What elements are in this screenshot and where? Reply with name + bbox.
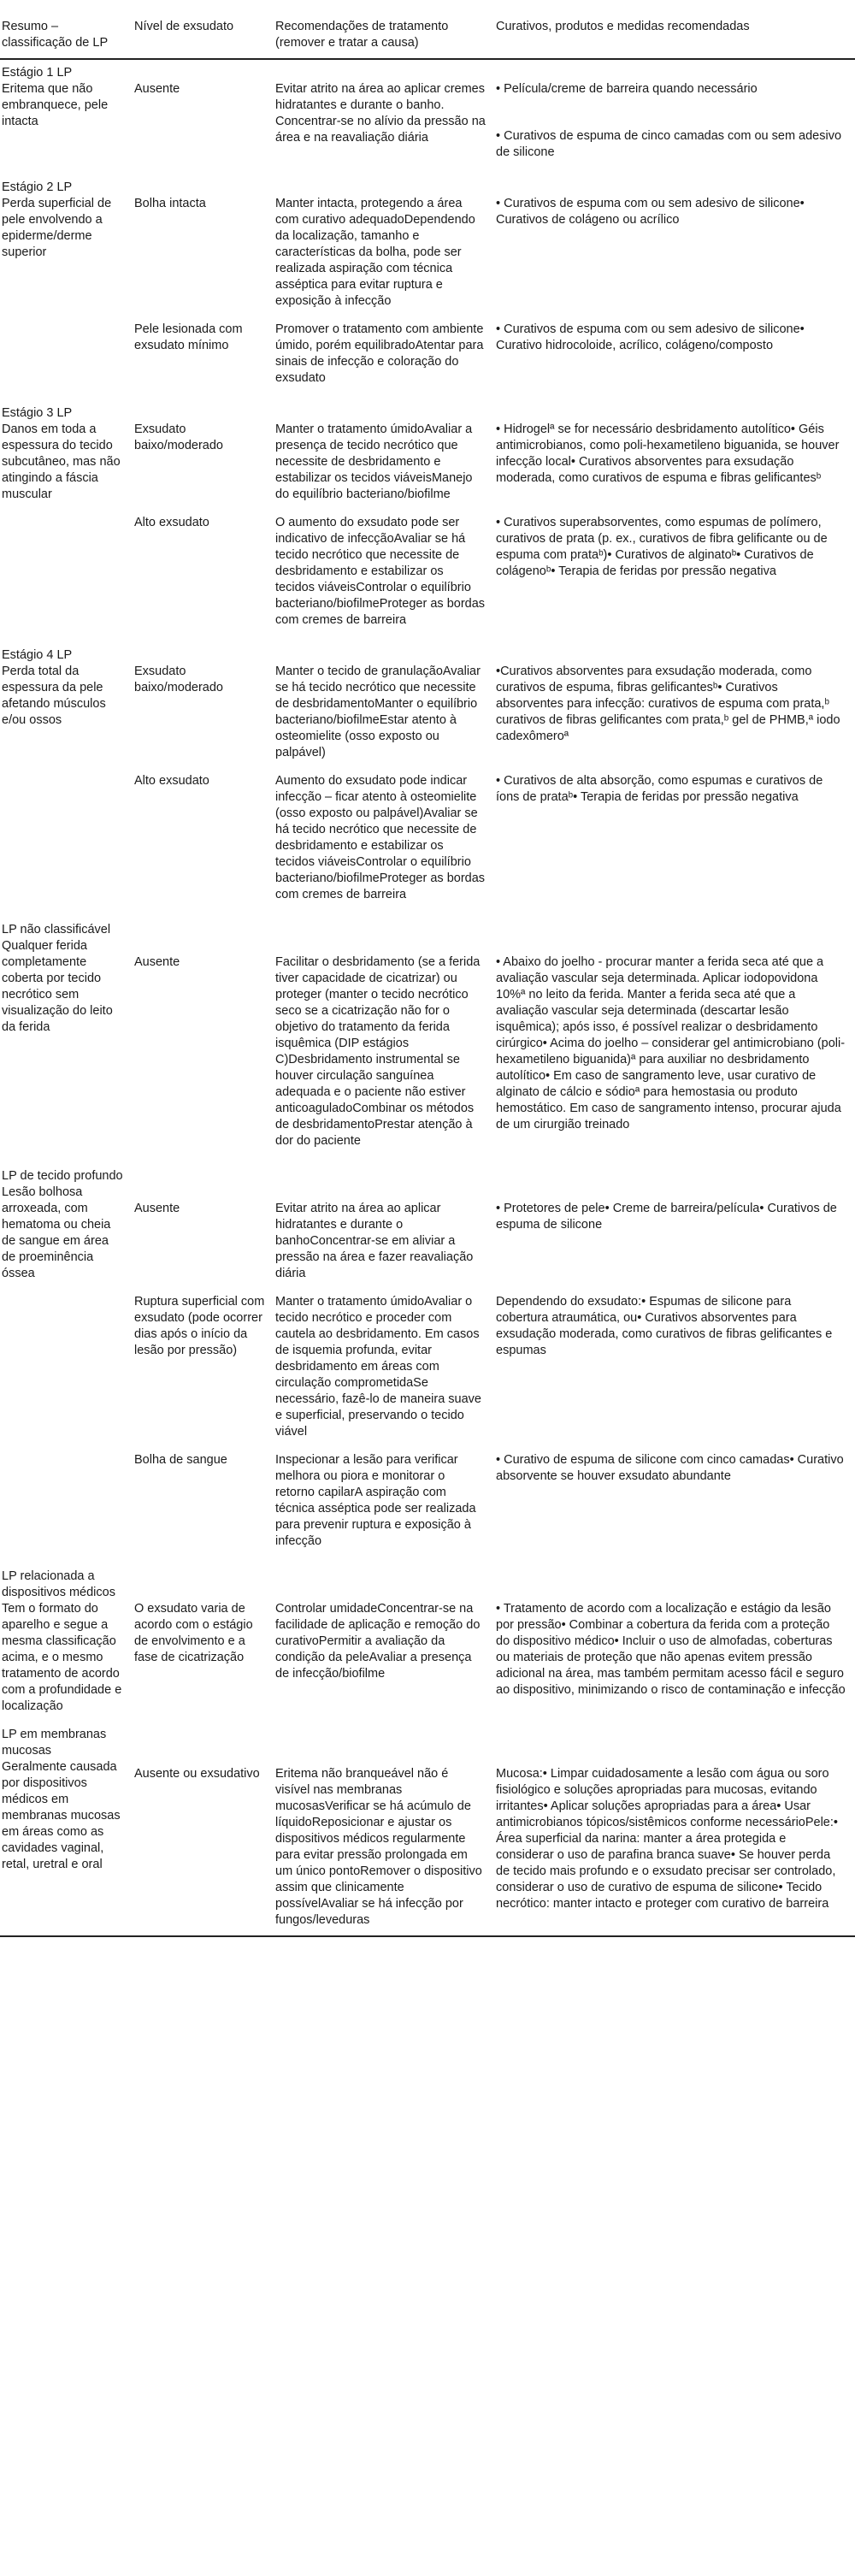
table-row bbox=[0, 59, 855, 168]
products-cell: Dependendo do exsudato:• Espumas de silicone para cobertura atraumática, ou• Curativos absorventes para exsudação moderada, como curativos de fibras gelificantes e espumas bbox=[496, 1295, 833, 1357]
exudate-cell: Alto exsudato bbox=[134, 774, 209, 788]
stage-cell bbox=[0, 635, 133, 768]
table-row bbox=[0, 510, 855, 635]
exudate-cell: Ausente bbox=[134, 955, 180, 969]
products-cell: •Curativos absorventes para exsudação moderada, como curativos de espuma, fibras gelificantesᵇ• Curativos absorventes para infecção: curativos de espuma com prata,ᵇ curativos de fibras gelificantes com prata,ᵇ gel de PHMB,ª iodo cadexômeroª bbox=[496, 665, 840, 743]
stage-cell bbox=[0, 1557, 133, 1722]
exudate-cell: Bolha de sangue bbox=[134, 1453, 227, 1467]
header-treatment: Recomendações de tratamento (remover e tratar a causa) bbox=[274, 19, 494, 59]
stage-title: LP não classificável bbox=[2, 923, 111, 936]
products-cell: • Curativos de espuma com ou sem adesivo de silicone• Curativo hidrocoloide, acrílico, colágeno/composto bbox=[496, 322, 805, 352]
treatment-cell: Manter intacta, protegendo a área com curativo adequadoDependendo da localização, tamanho e características da bolha, pode ser realizada aspiração com técnica asséptica para evitar ruptura e exposição à infecção bbox=[275, 197, 475, 308]
table-row bbox=[0, 316, 855, 393]
stage-description: Eritema que não embranquece, pele intacta bbox=[2, 82, 109, 128]
stage-title: Estágio 2 LP bbox=[2, 180, 73, 194]
treatment-cell: Manter o tratamento úmidoAvaliar a presença de tecido necrótico que necessite de desbridamento e estabilizar os tecidos viáveisManejo do equilíbrio bacteriano/biofilme bbox=[275, 422, 473, 501]
products-cell: • Curativos de espuma com ou sem adesivo de silicone• Curativos de colágeno ou acrílico bbox=[496, 197, 805, 227]
treatment-cell: Eritema não branqueável não é visível nas membranas mucosasVerificar se há acúmulo de líquidoReposicionar e ajustar os dispositivos médicos regularmente para evitar pressão prolongada em um único pontoRemover o dispositivo assim que clinicamente possívelAvaliar se há infecção por fungos/leveduras bbox=[274, 1722, 494, 1936]
exudate-cell: Exsudato baixo/moderado bbox=[134, 665, 223, 694]
stage-description: Geralmente causada por dispositivos médicos em membranas mucosas em áreas como as cavidades vaginal, retal, uretral e oral bbox=[2, 1760, 121, 1871]
stage-cell bbox=[0, 1722, 133, 1936]
exudate-cell: O exsudato varia de acordo com o estágio de envolvimento e a fase de cicatrização bbox=[134, 1602, 253, 1664]
stage-description: Lesão bolhosa arroxeada, com hematoma ou cheia de sangue em área de proeminência óssea bbox=[2, 1185, 111, 1280]
stage-title: Estágio 4 LP bbox=[2, 648, 73, 662]
treatment-cell: Aumento do exsudato pode indicar infecção – ficar atento à osteomielite (osso exposto ou palpável)Avaliar se há tecido necrótico que necessite de desbridamento e estabilizar os tecidos viáveisControlar o equilíbrio bacteriano/biofilmeProteger as bordas com cremes de barreira bbox=[275, 774, 486, 901]
pressure-injury-table bbox=[0, 19, 855, 1937]
table-row bbox=[0, 1722, 855, 1936]
stage-title: Estágio 1 LP bbox=[2, 66, 73, 80]
treatment-cell: Evitar atrito na área ao aplicar hidratantes e durante o banhoConcentrar-se em aliviar a pressão na área e fazer reavaliação diária bbox=[275, 1202, 474, 1280]
products-text: • Película/creme de barreira quando necessário bbox=[496, 82, 758, 96]
treatment-cell: Controlar umidadeConcentrar-se na facilidade de aplicação e remoção do curativoPermitir a avaliação da condição da peleAvaliar a presença de infecção/biofilme bbox=[275, 1602, 481, 1681]
stage-cell bbox=[0, 768, 133, 910]
table-row bbox=[0, 1447, 855, 1557]
header-products: Curativos, produtos e medidas recomendadas bbox=[494, 19, 855, 59]
products-cell: • Protetores de pele• Creme de barreira/película• Curativos de espuma de silicone bbox=[496, 1202, 837, 1232]
exudate-cell: Pele lesionada com exsudato mínimo bbox=[134, 322, 243, 352]
exudate-cell: Exsudato baixo/moderado bbox=[134, 422, 223, 452]
table-row bbox=[0, 1289, 855, 1447]
table-row bbox=[0, 1156, 855, 1289]
stage-cell bbox=[0, 1447, 133, 1557]
header-exudate: Nível de exsudato bbox=[133, 19, 274, 59]
stage-cell bbox=[0, 168, 133, 316]
table-row bbox=[0, 393, 855, 510]
stage-title: LP de tecido profundo bbox=[2, 1169, 123, 1183]
table-body bbox=[0, 59, 855, 1936]
treatment-cell: Promover o tratamento com ambiente úmido, porém equilibradoAtentar para sinais de infecção e coloração do exsudato bbox=[275, 322, 484, 385]
stage-cell bbox=[0, 1156, 133, 1289]
products-cell: • Hidrogelª se for necessário desbridamento autolítico• Géis antimicrobianos, como poli-hexametileno biguanida, se houver infecção local• Curativos absorventes para exsudação moderada, como curativos de espuma e fibras gelificantesᵇ bbox=[496, 422, 840, 485]
exudate-cell: Ruptura superficial com exsudato (pode ocorrer dias após o início da lesão por pressão) bbox=[134, 1295, 265, 1357]
stage-description: Qualquer ferida completamente coberta por tecido necrótico sem visualização do leito da ferida bbox=[2, 939, 113, 1034]
products-cell: • Tratamento de acordo com a localização e estágio da lesão por pressão• Combinar a cobertura da ferida com a proteção do dispositivo médico• Incluir o uso de almofadas, coberturas ou materiais de proteção que não apenas evitem pressão adicional na área, mas também permitam acesso fácil e seguro ao dispositivo, minimizando o risco de contaminação e infecção bbox=[496, 1602, 846, 1697]
treatment-cell: Facilitar o desbridamento (se a ferida tiver capacidade de cicatrizar) ou proteger (manter o tecido necrótico seco se a cicatrização não for o objetivo do tratamento da ferida isquêmica (DIP estágios C)Desbridamento instrumental se houver circulação sanguínea adequada e o paciente não estiver anticoaguladoCombinar os métodos de desbridamentoPrestar atenção à dor do paciente bbox=[275, 955, 481, 1148]
table-row bbox=[0, 168, 855, 316]
stage-cell bbox=[0, 510, 133, 635]
stage-title: Estágio 3 LP bbox=[2, 406, 73, 420]
table-row bbox=[0, 1557, 855, 1722]
stage-description: Tem o formato do aparelho e segue a mesma classificação acima, e o mesmo tratamento de acordo com a profundidade e localização bbox=[2, 1602, 122, 1713]
products-cell: • Curativos superabsorventes, como espumas de polímero, curativos de prata (p. ex., curativos de fibra gelificante ou de espuma com prataᵇ)• Curativos de alginatoᵇ• Curativos de colágenoᵇ• Terapia de feridas por pressão negativa bbox=[496, 516, 828, 578]
stage-description: Perda superficial de pele envolvendo a epiderme/derme superior bbox=[2, 197, 112, 259]
stage-cell bbox=[0, 393, 133, 510]
stage-title: LP relacionada a dispositivos médicos bbox=[2, 1569, 115, 1599]
products-cell: • Abaixo do joelho - procurar manter a ferida seca até que a avaliação vascular seja determinada. Aplicar iodopovidona 10%ª no leito da ferida. Manter a ferida seca até que a avaliação vascular seja determinada (descartar lesão isquêmica); após isso, é possível realizar o desbridamento cirúrgico• Acima do joelho – considerar gel antimicrobiano (poli-hexametileno biguanida)ª para auxiliar no desbridamento autolítico• Em caso de sangramento leve, usar curativo de alginato de cálcio e sódioª para hemostasia ou produto hemostático. Em caso de sangramento intenso, procurar ajuda de um cirurgião treinado bbox=[496, 955, 846, 1131]
exudate-cell: Ausente bbox=[134, 1202, 180, 1215]
stage-title: LP em membranas mucosas bbox=[2, 1728, 107, 1758]
table-header bbox=[0, 19, 855, 59]
stage-description: Perda total da espessura da pele afetando músculos e/ou ossos bbox=[2, 665, 106, 727]
stage-cell bbox=[0, 910, 133, 1156]
treatment-cell: O aumento do exsudato pode ser indicativo de infecçãoAvaliar se há tecido necrótico que necessite de desbridamento e estabilizar os tecidos viáveisControlar o equilíbrio bacteriano/biofilmeProteger as bordas com cremes de barreira bbox=[275, 516, 486, 627]
header-stage: Resumo – classificação de LP bbox=[0, 19, 133, 59]
exudate-cell: Bolha intacta bbox=[134, 197, 206, 210]
table-row bbox=[0, 635, 855, 768]
stage-cell bbox=[0, 59, 133, 168]
treatment-cell: Manter o tratamento úmidoAvaliar o tecido necrótico e proceder com cautela ao desbridamento. Em casos de isquemia profunda, evitar desbridamento em áreas com circulação comprometidaSe necessário, fazê-lo de maneira suave e superficial, preservando o tecido viável bbox=[275, 1295, 481, 1439]
exudate-cell: Ausente bbox=[133, 59, 274, 168]
products-cell: Mucosa:• Limpar cuidadosamente a lesão com água ou soro fisiológico e soluções apropriadas para mucosas, evitando irritantes• Aplicar soluções apropriadas para a área• Usar antimicrobianos tópicos/sistêmicos conforme necessárioPele:• Área superficial da narina: manter a área protegida e considerar o uso de parafina branca suave• Se houver perda de tecido mais profundo e o exsudato precisar ser controlado, considerar o uso de curativo de espuma de silicone• Tecido necrótico: manter intacto e proteger com curativo de barreira bbox=[494, 1722, 855, 1936]
treatment-cell: Manter o tecido de granulaçãoAvaliar se há tecido necrótico que necessite de desbridamentoManter o equilíbrio bacteriano/biofilmeEstar atento à osteomielite (osso exposto ou palpável) bbox=[275, 665, 481, 759]
stage-cell bbox=[0, 1289, 133, 1447]
products-cell bbox=[494, 59, 855, 168]
table-row bbox=[0, 768, 855, 910]
products-text: • Curativos de espuma de cinco camadas com ou sem adesivo de silicone bbox=[496, 129, 842, 159]
products-cell: • Curativo de espuma de silicone com cinco camadas• Curativo absorvente se houver exsudato abundante bbox=[496, 1453, 844, 1483]
treatment-cell: Inspecionar a lesão para verificar melhora ou piora e monitorar o retorno capilarA aspiração com técnica asséptica pode ser realizada para prevenir ruptura e exposição à infecção bbox=[275, 1453, 476, 1548]
table-row bbox=[0, 910, 855, 1156]
exudate-cell: Alto exsudato bbox=[134, 516, 209, 529]
products-cell: • Curativos de alta absorção, como espumas e curativos de íons de prataᵇ• Terapia de feridas por pressão negativa bbox=[496, 774, 823, 804]
treatment-cell: Evitar atrito na área ao aplicar cremes hidratantes e durante o banho. Concentrar-se no alívio da pressão na área e na reavaliação diária bbox=[274, 59, 494, 168]
exudate-cell: Ausente ou exsudativo bbox=[133, 1722, 274, 1936]
stage-cell bbox=[0, 316, 133, 393]
stage-description: Danos em toda a espessura do tecido subcutâneo, mas não atingindo a fáscia muscular bbox=[2, 422, 121, 501]
